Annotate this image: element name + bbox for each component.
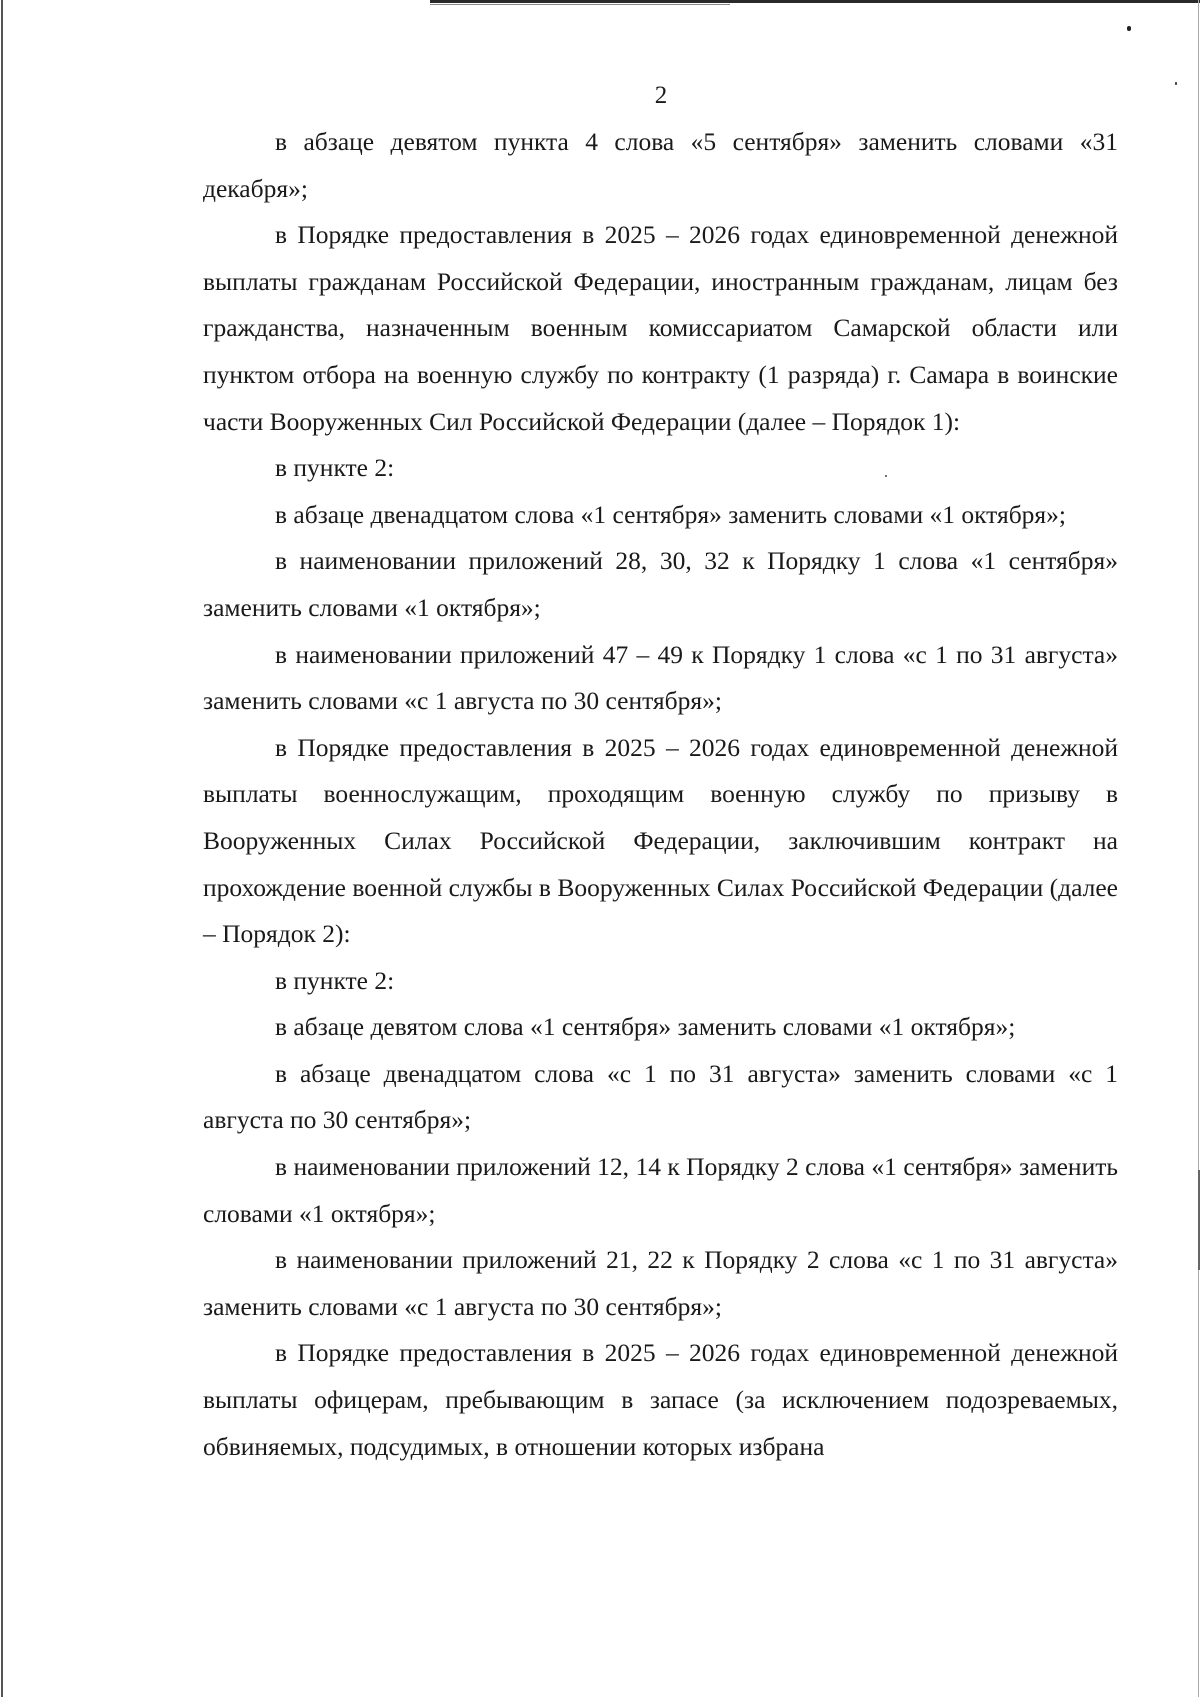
paragraph: в наименовании приложений 21, 22 к Порядку 2 слова «с 1 по 31 августа» заменить словами «с 1 августа по 30 сентября»;: [203, 1245, 1118, 1321]
paragraph: в абзаце девятом слова «1 сентября» заменить словами «1 октября»;: [275, 1012, 1016, 1042]
document-body: [203, 119, 1118, 1470]
paragraph: в наименовании приложений 47 – 49 к Порядку 1 слова «с 1 по 31 августа» заменить словами «с 1 августа по 30 сентября»;: [203, 639, 1118, 716]
scan-speck: [1127, 26, 1131, 31]
paragraph: в Порядке предоставления в 2025 – 2026 годах единовременной денежной выплаты офицерам, пребывающим в запасе (за исключением подозреваемых, обвиняемых, подсудимых, в отношении которых избрана: [203, 1338, 1118, 1461]
paragraph: в абзаце двенадцатом слова «1 сентября» заменить словами «1 октября»;: [275, 499, 1066, 529]
paragraph: в Порядке предоставления в 2025 – 2026 годах единовременной денежной выплаты гражданам Российской Федерации, иностранным гражданам, лицам без гражданства, назначенным военным комиссариатом Самарской области или пунктом отбора на военную службу по контракту (1 разряда) г. Самара в воинские части Вооруженных Сил Российской Федерации (далее – Порядок 1):: [203, 220, 1118, 436]
paragraph: в абзаце двенадцатом слова «с 1 по 31 августа» заменить словами «с 1 августа по 30 сентября»;: [203, 1058, 1118, 1135]
paragraph: в наименовании приложений 12, 14 к Порядку 2 слова «1 сентября» заменить словами «1 октября»;: [203, 1152, 1118, 1228]
scan-edge-right: [1198, 0, 1199, 1697]
paragraph: в наименовании приложений 28, 30, 32 к Порядку 1 слова «1 сентября» заменить словами «1 октября»;: [203, 546, 1118, 622]
paragraph: в пункте 2:: [275, 965, 395, 995]
scan-edge-top-thin: [430, 4, 730, 5]
paragraph: в абзаце девятом пункта 4 слова «5 сентября» заменить словами «31 декабря»;: [203, 127, 1118, 203]
scan-edge-left: [1, 0, 3, 1697]
page-number: 2: [654, 82, 668, 109]
paragraph: в Порядке предоставления в 2025 – 2026 годах единовременной денежной выплаты военнослужащим, проходящим военную службу по призыву в Вооруженных Силах Российской Федерации, заключившим контракт на прохождение военной службы в Вооруженных Силах Российской Федерации (далее – Порядок 2):: [203, 732, 1118, 949]
scan-edge-top: [430, 0, 1200, 3]
paragraph: в пункте 2:: [275, 453, 395, 483]
